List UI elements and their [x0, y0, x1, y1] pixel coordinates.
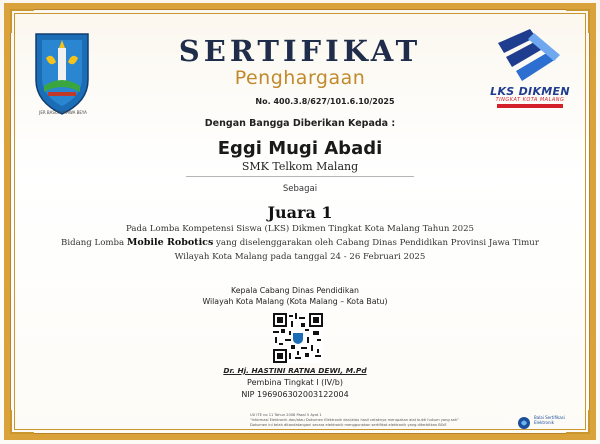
signatory-rank: Pembina Tingkat I (IV/b)	[247, 378, 343, 387]
recipient-name: Eggi Mugi Abadi	[217, 138, 383, 159]
competition-line: Pada Lomba Kompetensi Siswa (LKS) Dikmen Tingkat Kota Malang Tahun 2025	[125, 224, 475, 234]
field-prefix: Bidang Lomba	[61, 238, 125, 248]
corner-ornament	[10, 410, 34, 434]
as-label: Sebagai	[282, 184, 318, 194]
signatory-region: Wilayah Kota Malang (Kota Malang – Kota Batu)	[202, 297, 388, 306]
signatory-office: Kepala Cabang Dinas Pendidikan	[231, 286, 359, 295]
corner-ornament	[566, 9, 590, 33]
legal-footnote	[250, 413, 510, 428]
recipient-school: SMK Telkom Malang	[241, 160, 359, 173]
certificate-number: No. 400.3.8/627/101.6.10/2025	[255, 97, 395, 106]
field-suffix: yang diselenggarakan oleh Cabang Dinas Pendidikan Provinsi Jawa Timur	[216, 238, 539, 248]
field-name: Mobile Robotics	[126, 237, 214, 248]
signatory-nip: NIP 196906302003122004	[241, 390, 349, 399]
footnote-line: "Informasi Elektronik dan/atau Dokumen Elektronik dan/atau hasil cetaknya merupakan alat bukti hukum yang sah"	[250, 418, 459, 422]
lks-logo-title: LKS DIKMEN	[490, 85, 570, 98]
bsre-label: Balai Sertifikasi Elektronik	[534, 415, 565, 425]
lks-logo-bar	[497, 104, 563, 108]
qr-code-icon	[273, 313, 323, 363]
footnote-line: Dokumen ini telah ditandatangani secara elektronik menggunakan sertifikat elektronik yang diterbitkan BSrE	[250, 423, 447, 427]
award-rank: Juara 1	[267, 203, 333, 222]
east-java-emblem-icon	[30, 28, 94, 118]
footnote-line: UU ITE no 11 Tahun 2008 Pasal 5 Ayat 1	[250, 413, 322, 417]
lks-dikmen-logo-icon	[490, 25, 568, 87]
field-line	[60, 237, 540, 248]
certificate-subtitle: Penghargaan	[234, 67, 366, 89]
name-underline	[186, 176, 414, 177]
emblem-caption: JER BASUKI MAWA BEYA	[39, 110, 87, 115]
date-line: Wilayah Kota Malang pada tanggal 24 - 26 Februari 2025	[174, 252, 426, 262]
lks-logo-subtitle: TINGKAT KOTA MALANG	[495, 97, 565, 103]
given-to-text: Dengan Bangga Diberikan Kepada :	[204, 118, 396, 129]
signatory-name: Dr. Hj. HASTINI RATNA DEWI, M.Pd	[223, 366, 367, 375]
certificate-title: SERTIFIKAT	[178, 34, 422, 68]
